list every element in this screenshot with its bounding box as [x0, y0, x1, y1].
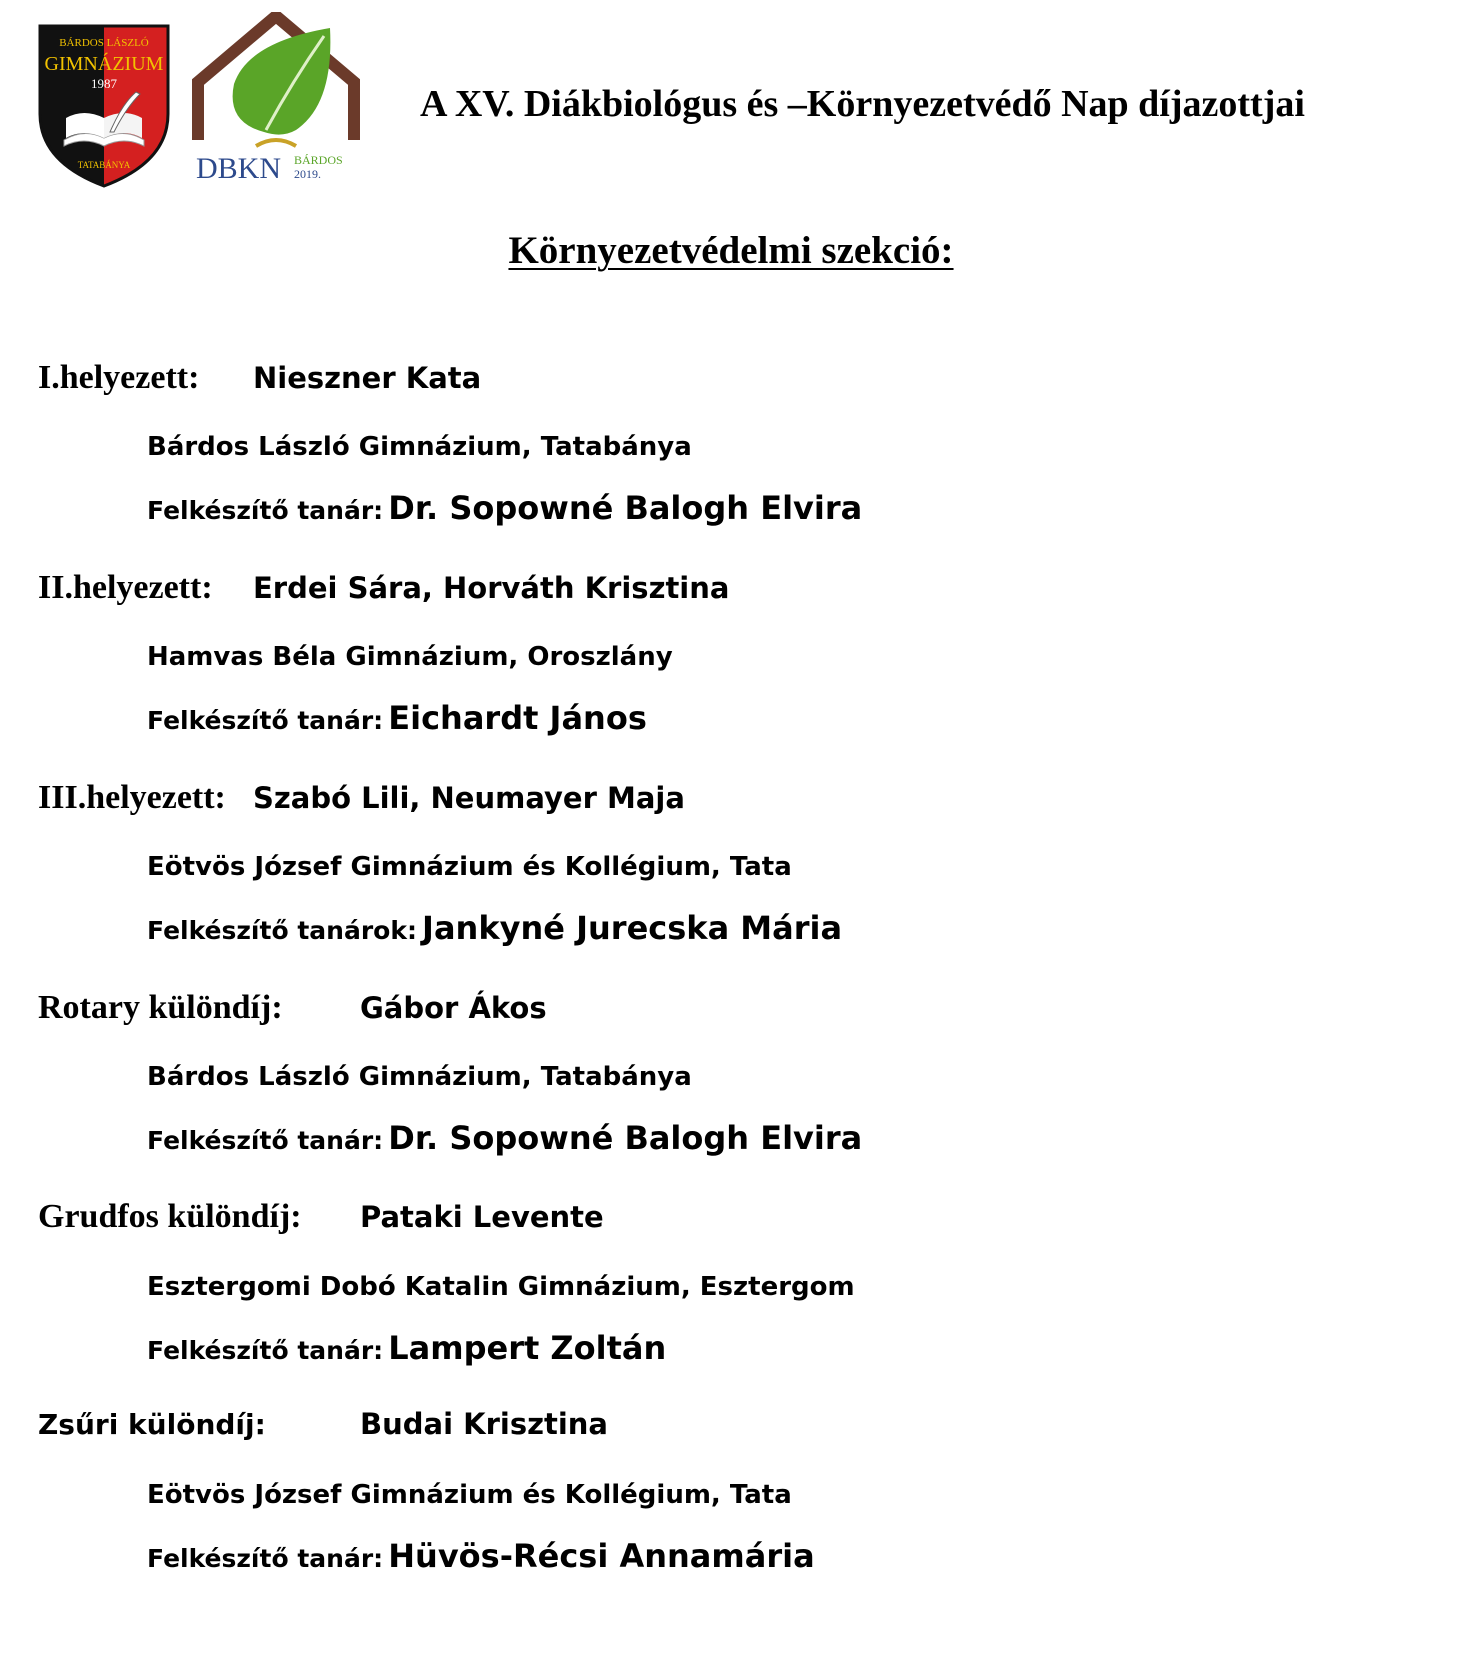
teacher-name: Hüvös-Récsi Annamária — [388, 1537, 815, 1575]
award-label: III.helyezett: — [38, 779, 226, 816]
award-school: Eötvös József Gimnázium és Kollégium, Tata — [147, 852, 792, 882]
section-title: Környezetvédelmi szekció: — [508, 229, 954, 272]
award-winner: Erdei Sára, Horváth Krisztina — [253, 571, 730, 605]
award-school: Bárdos László Gimnázium, Tatabánya — [147, 432, 692, 462]
teacher-label: Felkészítő tanár: — [147, 1544, 384, 1573]
crest-top-text: BÁRDOS LÁSZLÓ — [59, 37, 149, 49]
teacher-name: Dr. Sopowné Balogh Elvira — [388, 489, 863, 527]
teacher-label: Felkészítő tanár: — [147, 706, 384, 735]
crest-year-text: 1987 — [91, 76, 117, 91]
award-school: Esztergomi Dobó Katalin Gimnázium, Esztergom — [147, 1272, 855, 1302]
teacher-label: Felkészítő tanárok: — [147, 916, 417, 945]
award-school: Hamvas Béla Gimnázium, Oroszlány — [147, 642, 673, 672]
award-teacher-row — [147, 1119, 863, 1157]
award-school: Eötvös József Gimnázium és Kollégium, Tata — [147, 1480, 792, 1510]
teacher-name: Eichardt János — [388, 699, 647, 737]
crest-bottom-text: TATABÁNYA — [77, 160, 131, 170]
teacher-name: Lampert Zoltán — [388, 1329, 667, 1367]
award-school: Bárdos László Gimnázium, Tatabánya — [147, 1062, 692, 1092]
dbkn-abbr-text: DBKN — [196, 152, 282, 185]
award-label: I.helyezett: — [38, 359, 200, 396]
award-winner: Szabó Lili, Neumayer Maja — [253, 781, 685, 815]
crest-middle-text: GIMNÁZIUM — [44, 53, 164, 75]
dbkn-year-text: 2019. — [294, 167, 321, 181]
teacher-label: Felkészítő tanár: — [147, 1126, 384, 1155]
teacher-name: Jankyné Jurecska Mária — [422, 909, 843, 947]
award-label: Zsűri különdíj: — [38, 1408, 266, 1441]
award-winner: Budai Krisztina — [360, 1407, 608, 1441]
award-winner: Gábor Ákos — [360, 991, 547, 1025]
award-teacher-row — [147, 489, 863, 527]
award-label: Rotary különdíj: — [38, 989, 283, 1026]
award-teacher-row — [147, 699, 647, 737]
award-winner: Pataki Levente — [360, 1200, 604, 1234]
award-teacher-row — [147, 1329, 667, 1367]
award-label: II.helyezett: — [38, 569, 213, 606]
award-label: Grudfos különdíj: — [38, 1198, 302, 1235]
award-teacher-row — [147, 1537, 815, 1575]
teacher-label: Felkészítő tanár: — [147, 496, 384, 525]
document-title: A XV. Diákbiológus és –Környezetvédő Nap díjazottjai — [420, 83, 1305, 125]
dbkn-sub-text: BÁRDOS — [294, 153, 343, 167]
dbkn-leaf-house-logo — [192, 12, 364, 190]
award-teacher-row — [147, 909, 843, 947]
award-winner: Nieszner Kata — [253, 361, 482, 395]
school-crest-logo — [36, 22, 172, 190]
teacher-label: Felkészítő tanár: — [147, 1336, 384, 1365]
teacher-name: Dr. Sopowné Balogh Elvira — [388, 1119, 863, 1157]
